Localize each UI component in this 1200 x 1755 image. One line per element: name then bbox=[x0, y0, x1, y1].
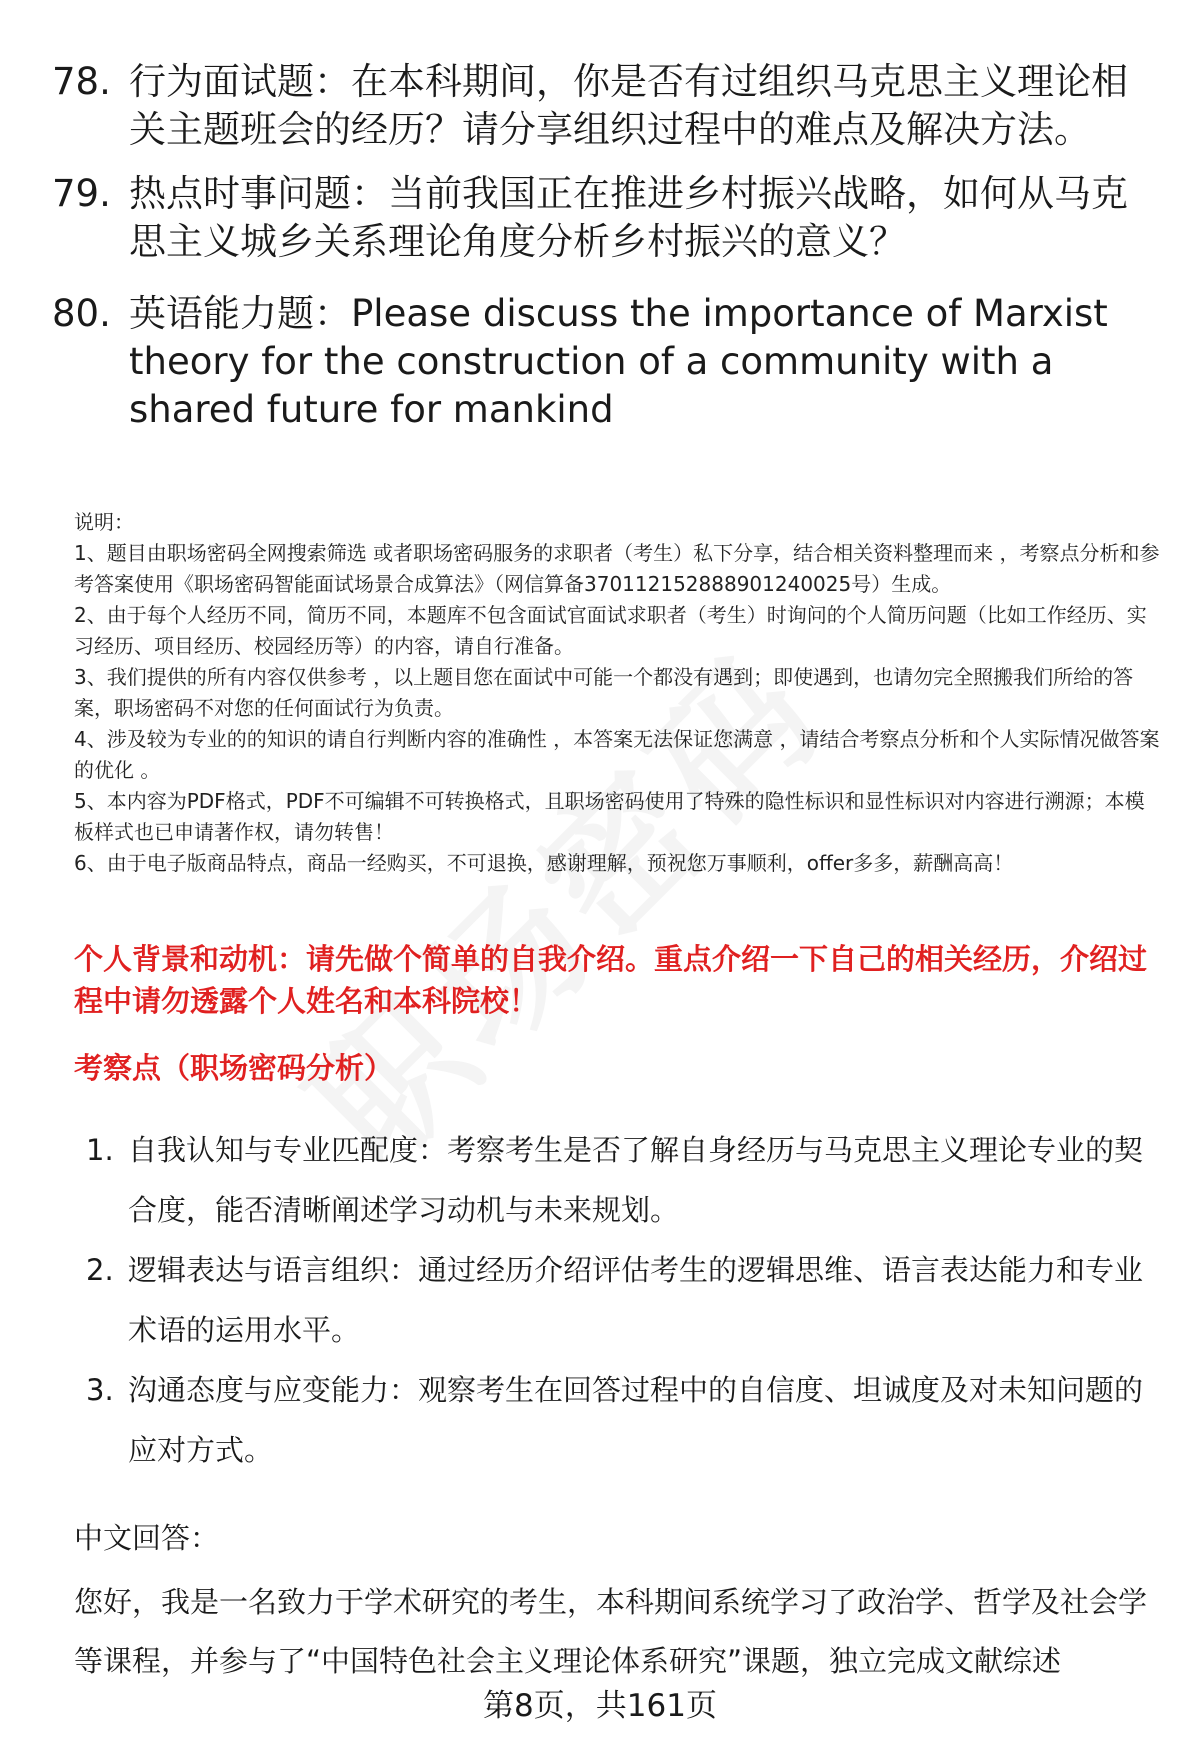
note-item: 4、涉及较为专业的的知识的请自行判断内容的准确性 ，本答案无法保证您满意 ，请结合考察点分析和个人实际情况做答案的优化 。 bbox=[74, 727, 1160, 782]
note-item: 3、我们提供的所有内容仅供参考 ，以上题目您在面试中可能一个都没有遇到；即使遇到，也请勿完全照搬我们所给的答案，职场密码不对您的任何面试行为负责。 bbox=[74, 665, 1134, 720]
note-item: 6、由于电子版商品特点，商品一经购买，不可退换，感谢理解，预祝您万事顺利，offer多多，薪酬高高！ bbox=[74, 851, 1014, 875]
points-list bbox=[74, 1120, 1164, 1480]
list-text: 逻辑表达与语言组织：通过经历介绍评估考生的逻辑思维、语言表达能力和专业术语的运用水平。 bbox=[128, 1253, 1144, 1347]
answer-label: 中文回答： bbox=[74, 1521, 220, 1555]
note-item: 1、题目由职场密码全网搜索筛选 或者职场密码服务的求职者（考生）私下分享，结合相关资料整理而来 ，考察点分析和参考答案使用《职场密码智能面试场景合成算法》（网信算备370112152888901240025号）生成。 bbox=[74, 541, 1160, 596]
list-number: 3. bbox=[86, 1373, 114, 1407]
question-number: 78. bbox=[52, 60, 111, 103]
note-item: 2、由于每个人经历不同，简历不同，本题库不包含面试官面试求职者（考生）时询问的个人简历问题（比如工作经历、实习经历、项目经历、校园经历等）的内容，请自行准备。 bbox=[74, 603, 1147, 658]
question-text: 行为面试题：在本科期间，你是否有过组织马克思主义理论相关主题班会的经历？请分享组织过程中的难点及解决方法。 bbox=[129, 60, 1128, 151]
notes-block bbox=[74, 507, 1164, 879]
list-item bbox=[74, 1360, 1164, 1480]
question-79 bbox=[52, 170, 1152, 266]
question-78 bbox=[52, 58, 1152, 154]
note-item: 5、本内容为PDF格式，PDF不可编辑不可转换格式，且职场密码使用了特殊的隐性标识和显性标识对内容进行溯源；本模板样式也已申请著作权，请勿转售！ bbox=[74, 789, 1145, 844]
notes-title: 说明： bbox=[74, 510, 134, 534]
section-points-title: 考察点（职场密码分析） bbox=[74, 1051, 394, 1085]
question-text: 热点时事问题：当前我国正在推进乡村振兴战略，如何从马克思主义城乡关系理论角度分析乡村振兴的意义？ bbox=[129, 172, 1128, 263]
list-text: 自我认知与专业匹配度：考察考生是否了解自身经历与马克思主义理论专业的契合度，能否清晰阐述学习动机与未来规划。 bbox=[128, 1133, 1144, 1227]
question-text: 英语能力题：Please discuss the importance of Marxist theory for the construction of a community with a shared future for mankind bbox=[129, 292, 1108, 431]
question-80 bbox=[52, 290, 1152, 434]
section-question: 个人背景和动机：请先做个简单的自我介绍。重点介绍一下自己的相关经历，介绍过程中请勿透露个人姓名和本科院校！ bbox=[74, 942, 1148, 1018]
answer-text: 您好，我是一名致力于学术研究的考生，本科期间系统学习了政治学、哲学及社会学等课程，并参与了“中国特色社会主义理论体系研究”课题，独立完成文献综述 bbox=[74, 1585, 1148, 1678]
question-number: 80. bbox=[52, 292, 111, 335]
question-number: 79. bbox=[52, 172, 111, 215]
list-item bbox=[74, 1120, 1164, 1240]
list-number: 2. bbox=[86, 1253, 114, 1287]
page-footer: 第8页，共161页 bbox=[483, 1688, 717, 1724]
list-item bbox=[74, 1240, 1164, 1360]
list-text: 沟通态度与应变能力：观察考生在回答过程中的自信度、坦诚度及对未知问题的应对方式。 bbox=[128, 1373, 1144, 1467]
list-number: 1. bbox=[86, 1133, 114, 1167]
